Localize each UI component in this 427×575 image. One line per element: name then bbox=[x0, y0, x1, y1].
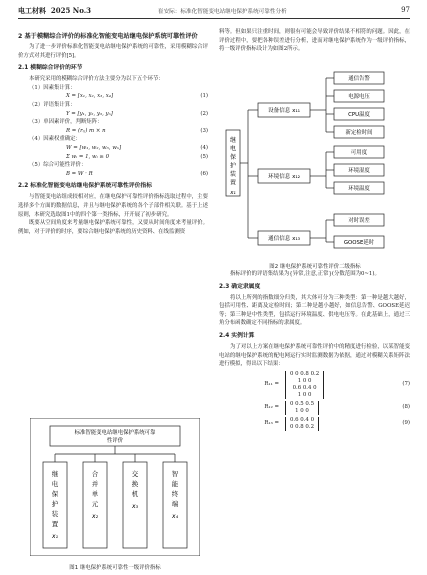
fig2-group-label: 设备信息 x₁₁ bbox=[268, 108, 300, 114]
matrix-body bbox=[285, 417, 319, 431]
fig1-child-char: 装 bbox=[51, 510, 59, 518]
step-5: （5）综合可能性评价： bbox=[29, 162, 87, 169]
matrix-1 bbox=[219, 371, 410, 399]
fig1-child-symbol: x₂ bbox=[92, 513, 98, 520]
matrix-label: R₁₃ = bbox=[264, 420, 279, 427]
fig2-leaf-label: 通信告警 bbox=[348, 76, 370, 82]
section-2-paragraph: 为了进一步评价标准化智能变电站继电保护系统的可靠性，采用模糊综合评价方式对其进行评价[5]。 bbox=[18, 44, 208, 59]
fig1-child-char: 终 bbox=[171, 490, 179, 498]
figure-1 bbox=[30, 418, 200, 571]
figure-2-diagram bbox=[222, 70, 408, 256]
matrix-block bbox=[219, 371, 410, 431]
matrix-row: 1 0 0 bbox=[295, 407, 309, 414]
section-2-4-paragraph: 为了对以上方案在继电保护系统可靠性评价中的精度进行检验，以某智能变电站的继电保护系统的配电网运行实时监测数据为依据，通过对模糊关系矩阵法进行模拟，得出以下结果： bbox=[219, 343, 410, 368]
left-column bbox=[18, 28, 208, 236]
fig1-child-symbol: x₁ bbox=[52, 533, 58, 540]
fig2-leaf-label: 环境温度 bbox=[348, 186, 370, 192]
fig1-child-char: 智 bbox=[171, 470, 179, 478]
fig1-child-char: 护 bbox=[51, 500, 59, 508]
equation-number: (7) bbox=[402, 381, 410, 388]
section-2-1-paragraph: 本研究采用的模糊综合评价方法主要分为以下五个环节： bbox=[29, 76, 164, 83]
equation-4: W = [w₁, w₂, w₃, wₙ] (4) bbox=[66, 144, 208, 151]
matrix-3 bbox=[219, 417, 410, 431]
step-4: （4）因素权重确定： bbox=[29, 136, 81, 143]
figure-1-diagram bbox=[30, 418, 200, 556]
fig2-leaf-label: 环境湿度 bbox=[348, 168, 370, 174]
equation-3: R = (rᵢⱼ) m × n (3) bbox=[66, 127, 208, 134]
fig1-child-char: 电 bbox=[51, 480, 59, 488]
section-2-2-paragraph-1: 与智能变电站组成较相对应，在继电保护可靠性评价指标选取过程中，主要选择多个方面的数据信息，并且与继电保护系统的各个子部件相关联。基于上述原则，本研究选取图1中的四个第一类指标，开开展了初步研究。 bbox=[18, 194, 208, 218]
section-2-2-heading: 2.2 标准化智能变电站继电保护系统可靠性评价指标 bbox=[18, 183, 153, 190]
fig2-root-char: 置 bbox=[229, 179, 237, 187]
fig1-child-char: 单 bbox=[91, 490, 99, 498]
section-2-heading: 2 基于模糊综合评价的标准化智能变电站继电保护系统可靠性评价 bbox=[18, 33, 198, 40]
section-2-2-paragraph-2: 既要从空间角度来考量继电保护系统可靠性，又要从时间角度来考量评价。例如，对于评价的时序，要综合继电保护系统的历史资料、在线监测资 bbox=[18, 220, 208, 235]
fig1-child-char: 继 bbox=[51, 470, 59, 478]
fig2-root-char: 电 bbox=[229, 145, 237, 153]
fig2-group-label: 环境信息 x₁₂ bbox=[268, 174, 300, 180]
matrix-row: 1 0 0 bbox=[297, 377, 312, 384]
right-top-paragraph: 料等。但如果只注重时间，则很有可能会导致评价结果不相符的问题。因此，在评价过程中，要把各种误差进行分析，进而对继电保护系统作为一级评价指标，将一级评价指标设计为如图2所示。 bbox=[219, 29, 410, 53]
matrix-row: 0 0.5 0.5 bbox=[290, 400, 315, 407]
section-2-3-heading: 2.3 确定隶属度 bbox=[219, 283, 261, 290]
step-1: （1）因素集计算： bbox=[29, 84, 76, 91]
page-number: 97 bbox=[401, 6, 410, 14]
section-2-4-heading: 2.4 实例计算 bbox=[219, 332, 255, 339]
fig2-leaf-label: 电源电压 bbox=[348, 94, 370, 100]
page-header bbox=[18, 4, 410, 19]
matrix-label: R₁₁ = bbox=[264, 381, 279, 388]
right-column-lower bbox=[219, 270, 410, 433]
right-column bbox=[219, 28, 410, 54]
step-3: （3）单因素评价，判断矩阵： bbox=[29, 119, 103, 126]
fig2-root-char: 装 bbox=[229, 171, 237, 178]
equation-5: Σ wᵢ = 1, wᵢ ≥ 0 (5) bbox=[66, 153, 208, 160]
fig1-child-char: 置 bbox=[51, 520, 59, 528]
matrix-row: 0 0.8 0.2 bbox=[290, 423, 315, 430]
matrix-row: 0 0 0.8 0.2 bbox=[290, 370, 320, 377]
fig2-root-char: 护 bbox=[229, 162, 237, 170]
fig2-leaf-label: 可用度 bbox=[350, 150, 368, 156]
matrix-row: 1 0 0 bbox=[297, 391, 312, 398]
fig1-child-char: 换 bbox=[131, 480, 139, 488]
section-2-1-heading: 2.1 模糊综合评价的环节 bbox=[18, 65, 83, 72]
matrix-row: 0.6 0.4 0 bbox=[292, 384, 317, 391]
matrix-2 bbox=[219, 401, 410, 415]
equation-1: X = [x₁, x₂, x₃, x₄] (1) bbox=[66, 93, 208, 100]
journal-name: 电工材料 2025 No.3 bbox=[18, 6, 92, 15]
section-2-3-paragraph: 将以上所列的指数细分归类，其大体可分为三种类型：第一种是越大越好，包括可用性、距离及定检时间；第二种是越小越好，如信息告警、GOOSE延迟等；第三种是中性类型，包括运行环境温度、供电电压等。在此基础上，通过三角分布函数确定不同指标的隶属度。 bbox=[219, 294, 410, 327]
figure-2-caption: 图2 继电保护系统可靠性评价二级指标 bbox=[269, 264, 361, 270]
fig1-top-label-line2: 性评价 bbox=[106, 438, 124, 444]
fig2-root-symbol: x₁ bbox=[230, 190, 236, 196]
matrix-body bbox=[285, 371, 324, 399]
equation-6: B = W · R (6) bbox=[66, 170, 208, 177]
fig1-child-char: 合 bbox=[91, 470, 99, 478]
fig1-child-symbol: x₄ bbox=[172, 513, 178, 520]
matrix-body bbox=[285, 401, 319, 415]
fig2-leaf-label: 新定检时间 bbox=[345, 130, 373, 136]
fig1-top-label-line1: 标准智能变电站继电保护系统可靠 bbox=[74, 430, 156, 436]
fig2-leaf-label: 对时误差 bbox=[348, 218, 370, 224]
fig1-child-char: 元 bbox=[91, 500, 99, 508]
fig2-leaf-label: CPU温度 bbox=[348, 112, 370, 118]
figure-1-caption: 图1 继电保护系统可靠性一级评价指标 bbox=[69, 565, 161, 571]
running-title: 崔安际：标准化智能变电站继电保护系统可靠性分析 bbox=[158, 9, 287, 15]
fig2-group-label: 通信信息 x₁₃ bbox=[268, 236, 300, 242]
figure-2 bbox=[222, 70, 408, 270]
fig1-child-char: 交 bbox=[131, 470, 139, 478]
equation-2: Y = [y₁, y₂, y₃, yₙ] (2) bbox=[66, 110, 208, 117]
matrix-row: 0.6 0.4 0 bbox=[290, 416, 315, 423]
matrix-label: R₁₂ = bbox=[264, 404, 279, 411]
fig2-root-char: 保 bbox=[229, 154, 237, 161]
fig2-leaf-label: GOOSE延时 bbox=[343, 240, 375, 246]
equation-number: (8) bbox=[402, 404, 410, 411]
equation-number: (9) bbox=[402, 420, 410, 427]
fig1-child-char: 端 bbox=[171, 500, 179, 508]
fig2-root-char: 继 bbox=[229, 137, 237, 144]
fig1-child-char: 机 bbox=[131, 490, 139, 498]
step-2: （2）评语集计算： bbox=[29, 101, 76, 108]
right-after-figure-paragraph: 指标评价的评语集结果为{异常,注意,正常}(分数范围为0~1)。 bbox=[230, 271, 380, 277]
fig1-child-char: 保 bbox=[51, 490, 59, 498]
fig1-child-char: 并 bbox=[91, 480, 99, 488]
fig1-child-symbol: x₃ bbox=[132, 503, 138, 510]
fig1-child-char: 能 bbox=[171, 480, 179, 488]
